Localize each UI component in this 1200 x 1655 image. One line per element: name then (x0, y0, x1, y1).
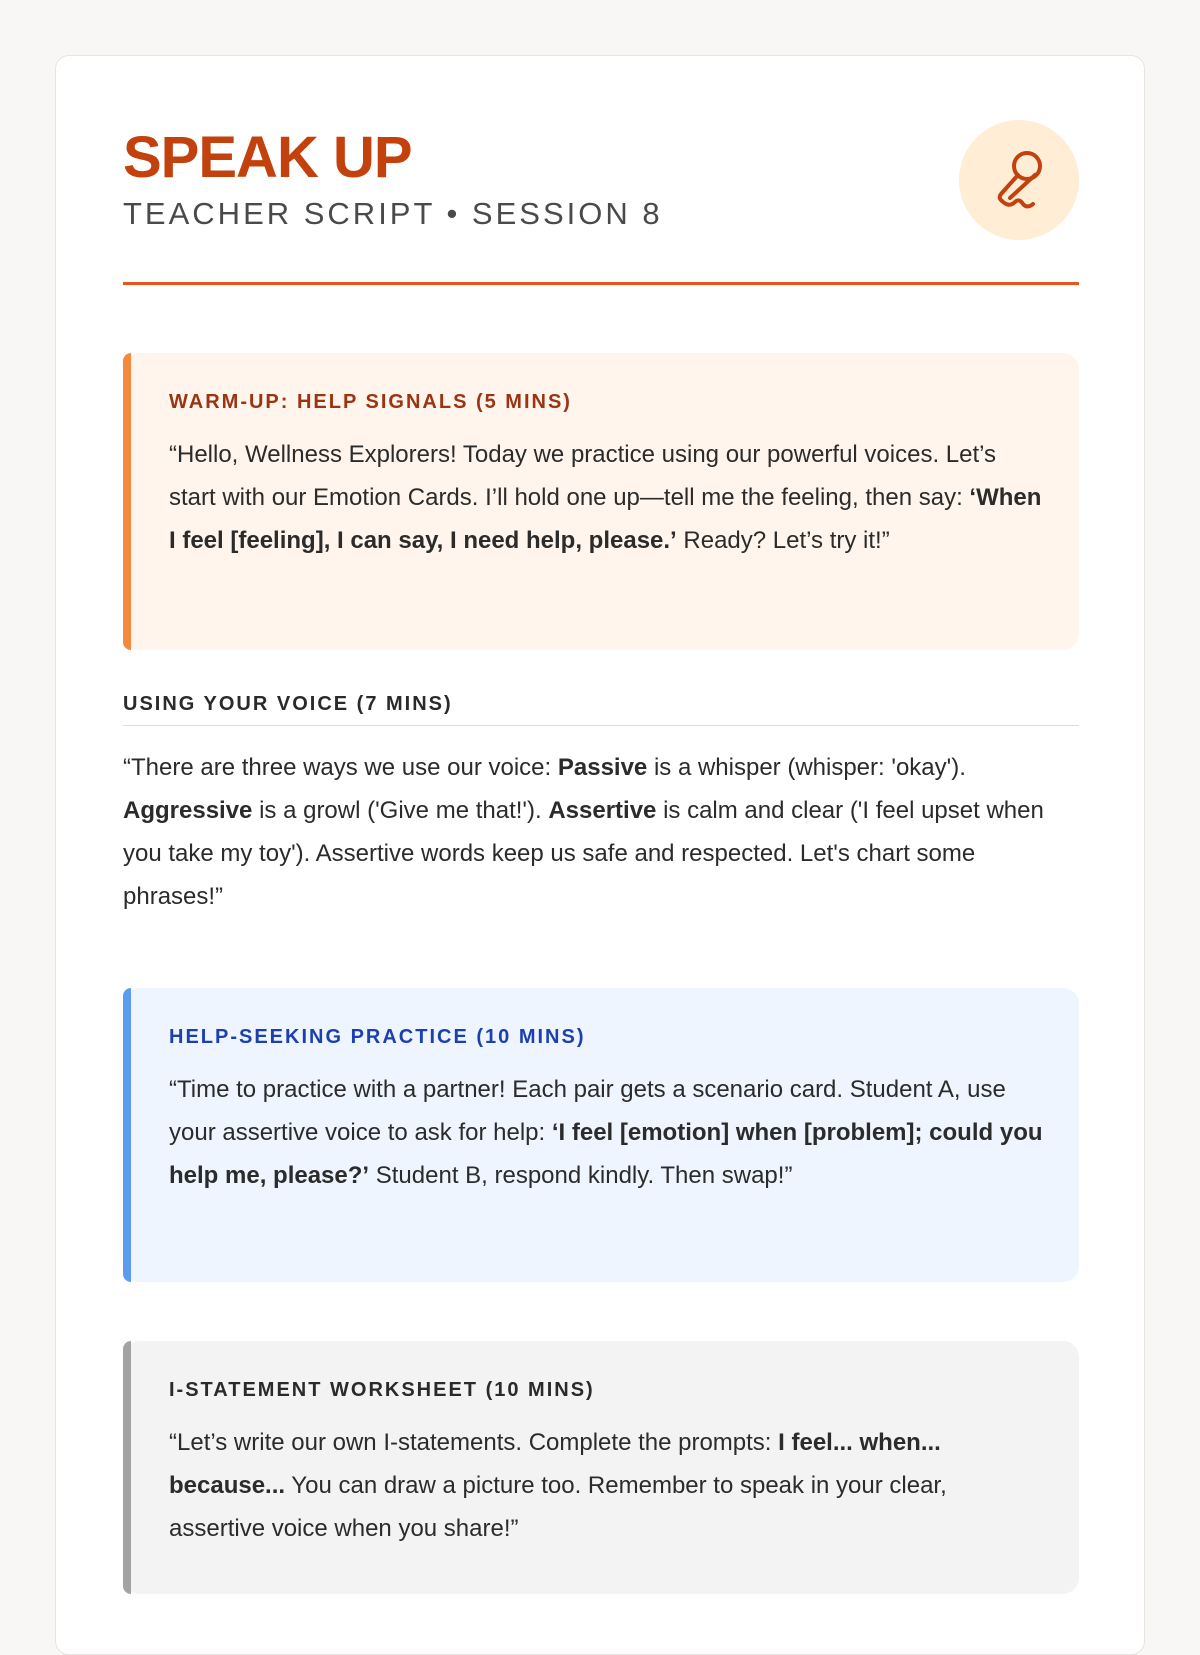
microphone-icon (989, 148, 1049, 212)
page-title: SPEAK UP (123, 125, 412, 190)
practice-text-1: “Time to practice with a partner! Each pair gets a scenario card. Student A, use your assertive voice to ask for help: (169, 1076, 1006, 1146)
warmup-text-1: “Hello, Wellness Explorers! Today we practice using our powerful voices. Let’s start with our Emotion Cards. I’ll hold one up—tell me the feeling, then say: (169, 441, 997, 511)
warmup-accent-bar (123, 353, 131, 650)
header-divider (123, 282, 1079, 285)
practice-heading: HELP-SEEKING PRACTICE (10 MINS) (169, 1026, 586, 1048)
page-subtitle: TEACHER SCRIPT • SESSION 8 (123, 196, 663, 231)
warmup-heading: WARM-UP: HELP SIGNALS (5 MINS) (169, 391, 572, 413)
worksheet-text-2: You can draw a picture too. Remember to speak in your clear, assertive voice when you share!” (169, 1472, 947, 1542)
voice-aggressive-term: Aggressive (123, 797, 253, 824)
voice-heading: USING YOUR VOICE (7 MINS) (123, 691, 1079, 726)
voice-text-4: is calm and clear ('I feel upset when you take my toy'). Assertive words keep us safe and respected. Let's chart some phrases!” (123, 797, 1044, 910)
warmup-text-2: Ready? Let’s try it!” (676, 527, 890, 554)
practice-help-phrase: ‘I feel [emotion] when [problem]; could you help me, please?’ (169, 1119, 1043, 1189)
practice-accent-bar (123, 988, 131, 1282)
worksheet-section (123, 1341, 1079, 1594)
voice-text-3: is a growl ('Give me that!'). (252, 797, 549, 824)
voice-section (123, 691, 1079, 918)
practice-section (123, 988, 1079, 1282)
worksheet-prompt-phrase: I feel... when... because... (169, 1429, 941, 1499)
voice-script (123, 746, 1079, 918)
worksheet-heading: I-STATEMENT WORKSHEET (10 MINS) (169, 1379, 595, 1401)
practice-text-2: Student B, respond kindly. Then swap!” (369, 1162, 793, 1189)
warmup-script (169, 433, 1045, 562)
warmup-section (123, 353, 1079, 650)
warmup-help-phrase: ‘When I feel [feeling], I can say, I need help, please.’ (169, 484, 1042, 554)
voice-text-1: “There are three ways we use our voice: (123, 754, 558, 781)
voice-text-2: is a whisper (whisper: 'okay'). (647, 754, 966, 781)
microphone-badge (959, 120, 1079, 240)
practice-script (169, 1068, 1045, 1197)
worksheet-text-1: “Let’s write our own I-statements. Complete the prompts: (169, 1429, 779, 1456)
worksheet-accent-bar (123, 1341, 131, 1594)
page-header (123, 126, 1079, 282)
worksheet-script (169, 1421, 1045, 1550)
voice-assertive-term: Assertive (548, 797, 657, 824)
script-card (55, 55, 1145, 1655)
voice-passive-term: Passive (557, 754, 648, 781)
